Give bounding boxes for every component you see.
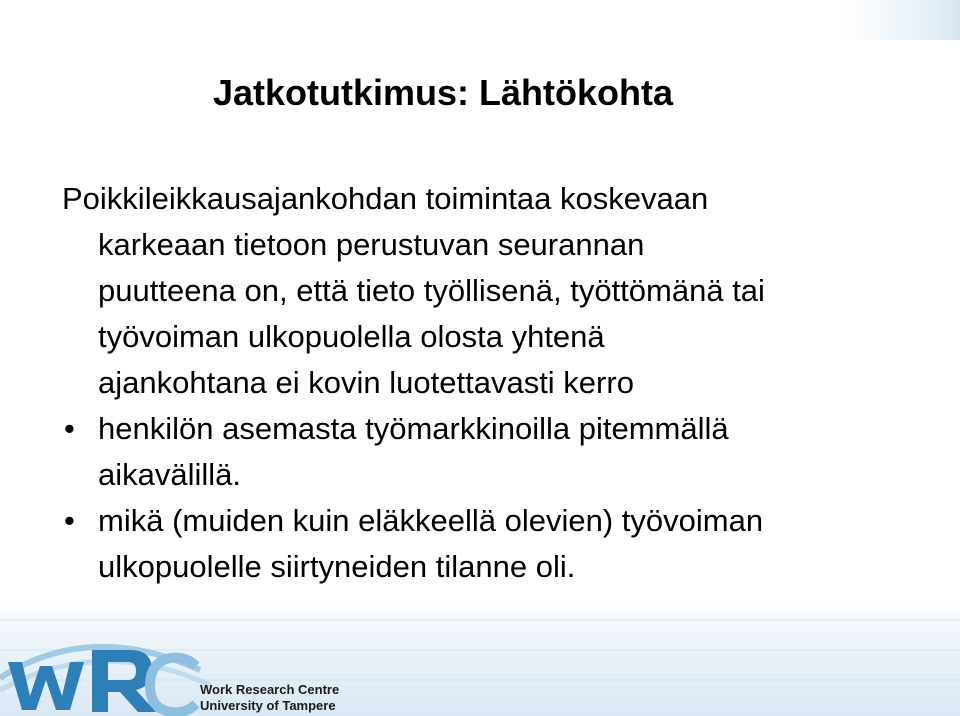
intro-line: ajankohtana ei kovin luotettavasti kerro: [98, 365, 634, 400]
intro-paragraph: [62, 176, 942, 406]
intro-line: puutteena on, että tieto työllisenä, työttömänä tai: [98, 273, 765, 308]
footer-banner: [0, 600, 960, 716]
slide-body: [62, 176, 942, 590]
bullet-line: aikavälillä.: [98, 457, 242, 492]
bullet-line: henkilön asemasta työmarkkinoilla pitemmällä: [98, 411, 729, 446]
intro-line: työvoiman ulkopuolella olosta yhtenä: [98, 319, 605, 354]
slide-title: Jatkotutkimus: Lähtökohta: [213, 72, 674, 113]
bullet-item: [62, 498, 942, 590]
bullet-line: ulkopuolelle siirtyneiden tilanne oli.: [98, 549, 576, 584]
bullet-dot-icon: •: [64, 503, 75, 538]
intro-line: Poikkileikkausajankohdan toimintaa koskevaan: [62, 181, 709, 216]
org-name: Work Research Centre: [200, 682, 340, 697]
top-decor: [0, 0, 960, 40]
footer-graphic: [0, 600, 960, 716]
bullet-line: mikä (muiden kuin eläkkeellä olevien) työvoiman: [98, 503, 764, 538]
bullet-item: [62, 406, 942, 498]
intro-line: karkeaan tietoon perustuvan seurannan: [98, 227, 645, 262]
university-name: University of Tampere: [200, 698, 336, 713]
bullet-dot-icon: •: [64, 411, 75, 446]
